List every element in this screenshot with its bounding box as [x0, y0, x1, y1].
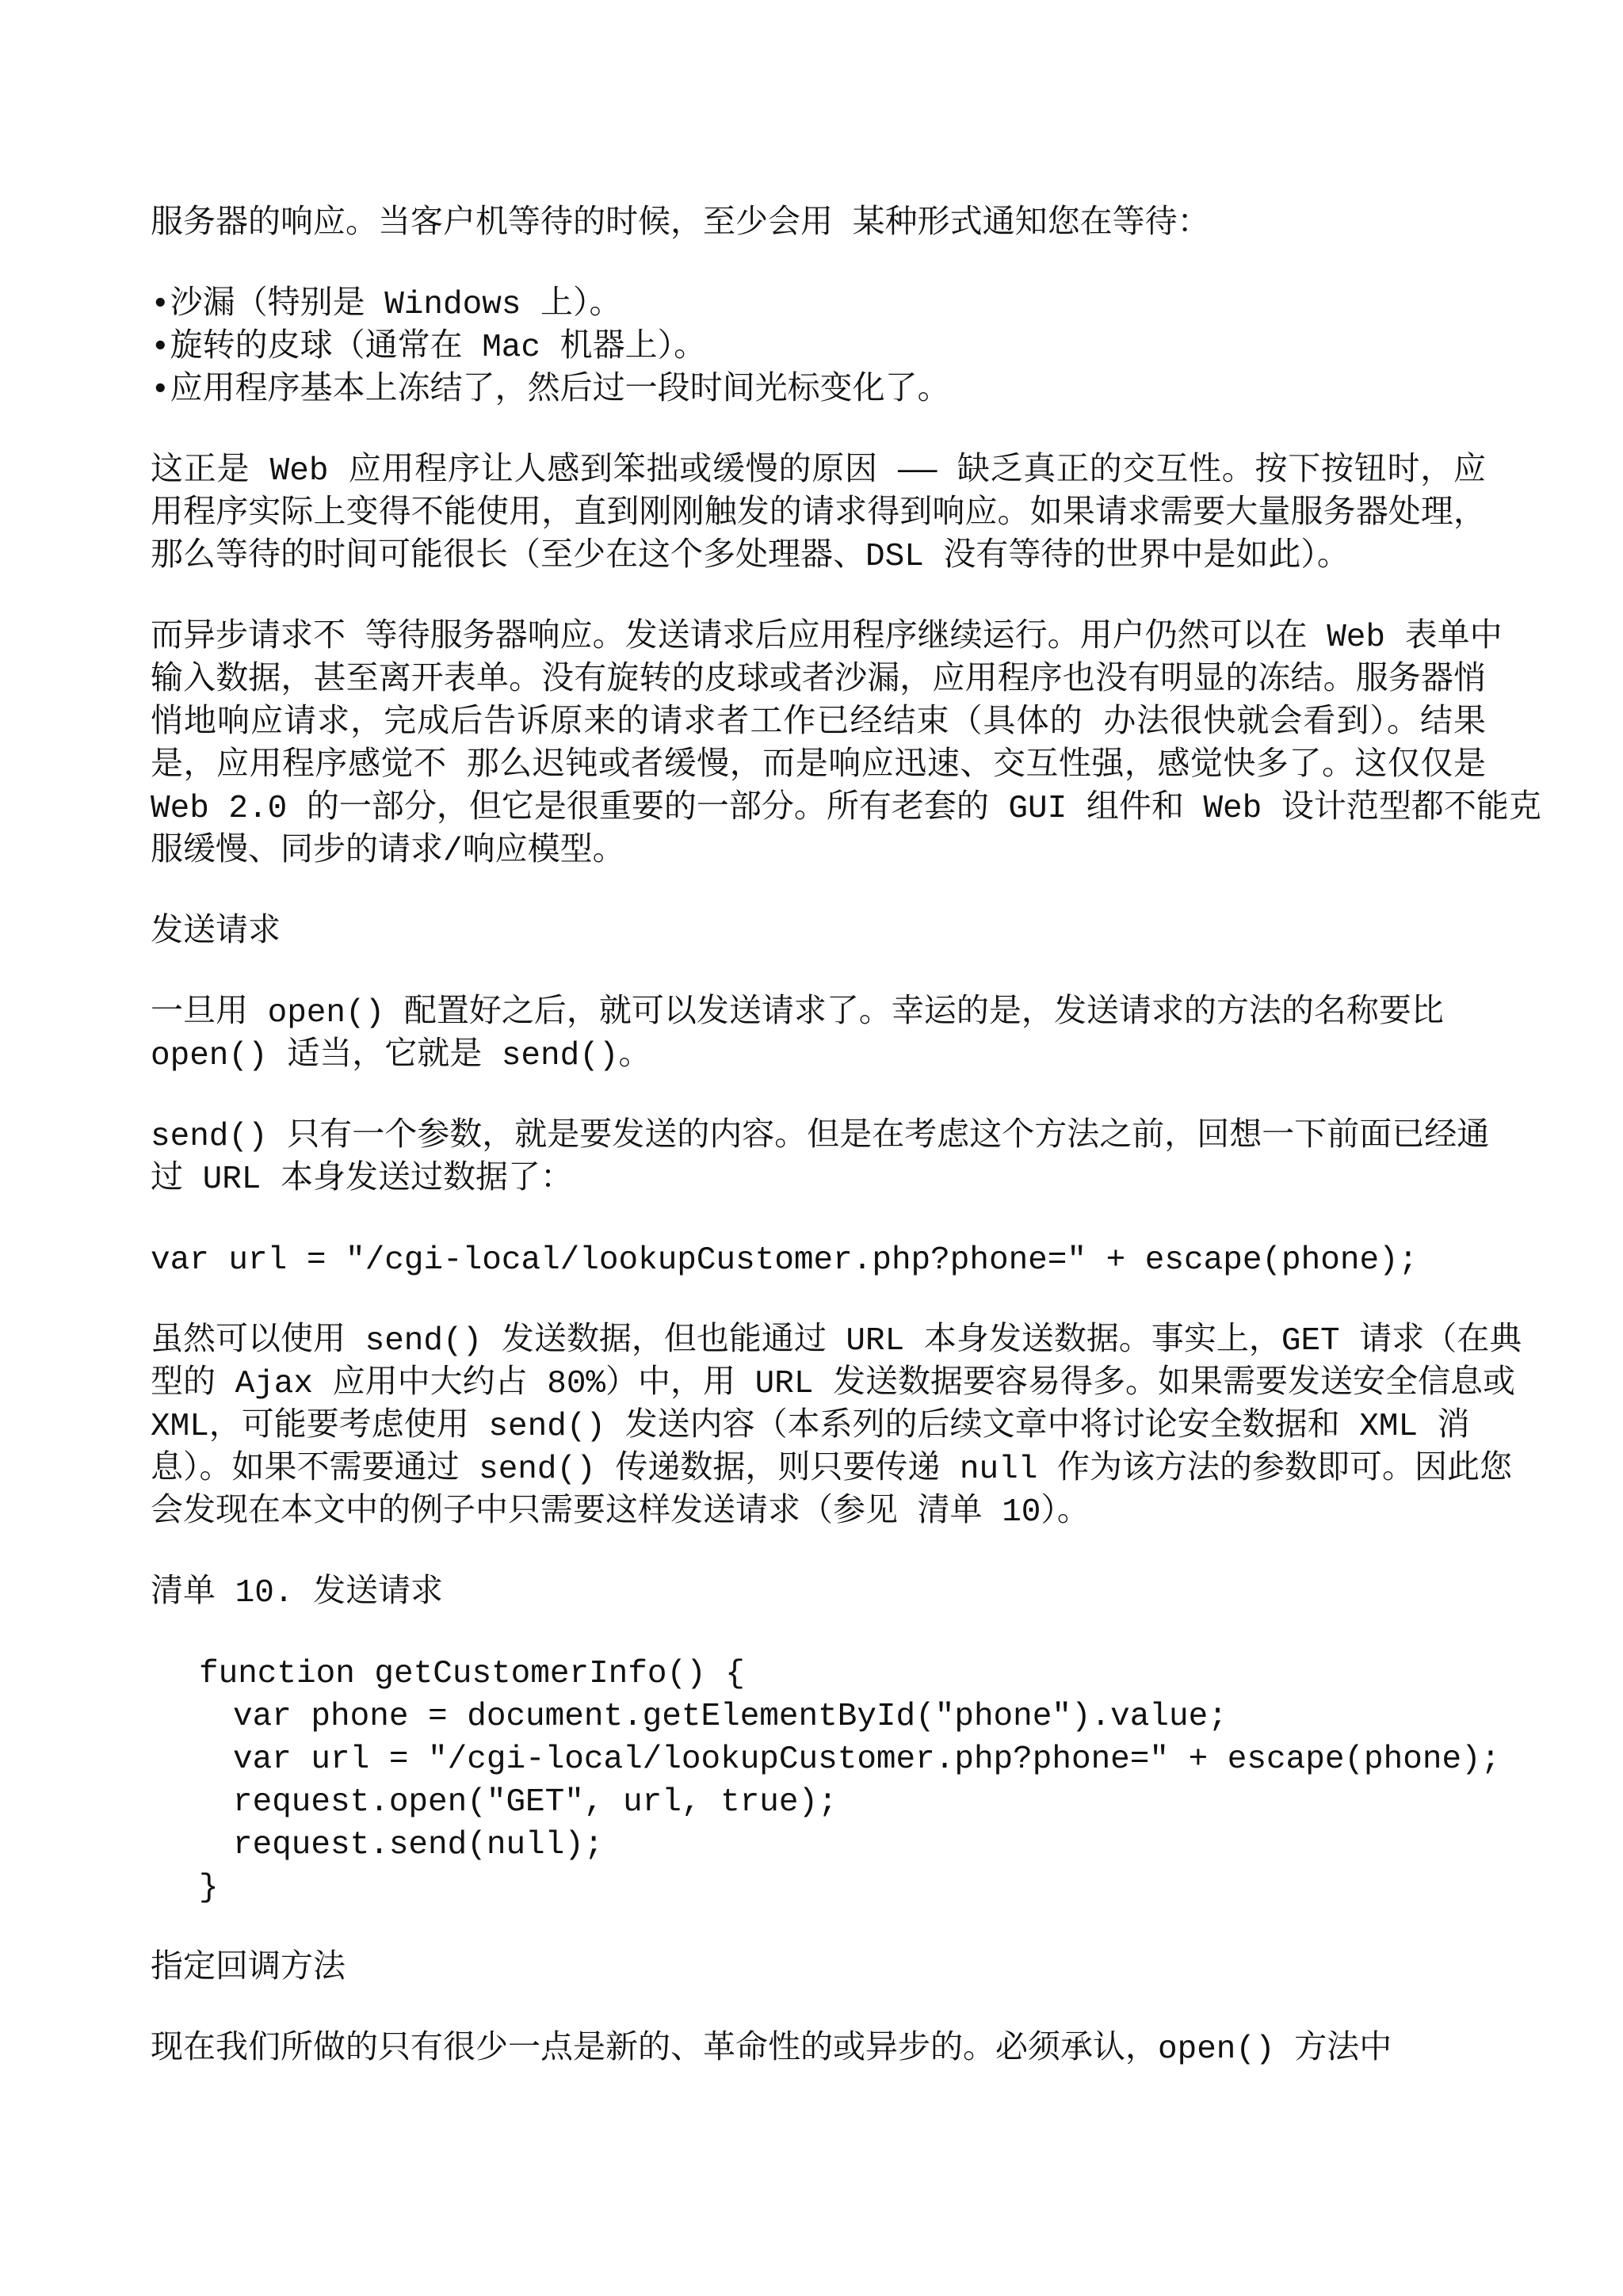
text-line: 这正是 Web 应用程序让人感到笨拙或缓慢的原因 —— 缺乏真正的交互性。按下按钮时，应	[151, 453, 1486, 490]
heading-text: 指定回调方法	[151, 1951, 346, 1987]
text-line: Web 2.0 的一部分，但它是很重要的一部分。所有老套的 GUI 组件和 Web 设计范型都不能克	[151, 791, 1541, 827]
section-heading-callback	[151, 1947, 1486, 1990]
code-line: var url = "/cgi-local/lookupCustomer.php?phone=" + escape(phone);	[151, 1242, 1419, 1279]
text-line: 用程序实际上变得不能使用，直到刚刚触发的请求得到响应。如果请求需要大量服务器处理，	[151, 496, 1486, 532]
code-line: var phone = document.getElementById("phone").value;	[233, 1699, 1228, 1735]
text-line: 悄地响应请求，完成后告诉原来的请求者工作已经结束（具体的 办法很快就会看到）。结果	[151, 705, 1486, 742]
text-line: 服缓慢、同步的请求/响应模型。	[151, 833, 625, 870]
intro-paragraph	[151, 203, 1486, 246]
text-line: 会发现在本文中的例子中只需要这样发送请求（参见 清单 10）。	[151, 1494, 1090, 1531]
text-line: 息）。如果不需要通过 send() 传递数据，则只要传递 null 作为该方法的参数即可。因此您	[151, 1451, 1512, 1488]
code-line: request.send(null);	[233, 1827, 604, 1863]
paragraph-callback	[151, 2028, 1486, 2071]
listing-caption	[151, 1572, 1486, 1615]
code-listing	[151, 1653, 1501, 1909]
heading-text: 发送请求	[151, 914, 281, 951]
text-line: 而异步请求不 等待服务器响应。发送请求后应用程序继续运行。用户仍然可以在 Web 表单中	[151, 620, 1503, 656]
paragraph-get-vs-send	[151, 1320, 1522, 1534]
bullet-item: •应用程序基本上冻结了，然后过一段时间光标变化了。	[151, 372, 950, 409]
paragraph-send-intro	[151, 992, 1486, 1077]
text-line: 那么等待的时间可能很长（至少在这个多处理器、DSL 没有等待的世界中是如此）。	[151, 539, 1350, 575]
text-line: 过 URL 本身发送过数据了：	[151, 1161, 574, 1198]
section-heading-send-request	[151, 911, 1486, 954]
bullet-item: •沙漏（特别是 Windows 上）。	[151, 287, 622, 323]
text-line: open() 适当，它就是 send()。	[151, 1038, 651, 1074]
paragraph-async-requests	[151, 616, 1541, 873]
code-line: request.open("GET", url, true);	[233, 1784, 838, 1821]
paragraph-interactivity	[151, 450, 1486, 578]
code-line: var url = "/cgi-local/lookupCustomer.php?phone=" + escape(phone);	[233, 1741, 1501, 1778]
text-line: 型的 Ajax 应用中大约占 80%）中，用 URL 发送数据要容易得多。如果需要发送安全信息或	[151, 1366, 1516, 1402]
text-line: 输入数据，甚至离开表单。没有旋转的皮球或者沙漏，应用程序也没有明显的冻结。服务器悄	[151, 662, 1486, 699]
text-line: 一旦用 open() 配置好之后，就可以发送请求了。幸运的是，发送请求的方法的名称要比	[151, 995, 1444, 1032]
text-line: 现在我们所做的只有很少一点是新的、革命性的或异步的。必须承认，open() 方法中	[151, 2031, 1392, 2068]
text-line: 服务器的响应。当客户机等待的时候，至少会用 某种形式通知您在等待：	[151, 206, 1210, 242]
code-line: }	[199, 1870, 219, 1906]
document-body	[151, 203, 1541, 2071]
code-url-example	[151, 1239, 1486, 1282]
bullet-list	[151, 284, 1486, 412]
text-line: 虽然可以使用 send() 发送数据，但也能通过 URL 本身发送数据。事实上，GET 请求（在典	[151, 1323, 1522, 1360]
code-line: function getCustomerInfo() {	[199, 1656, 745, 1692]
text-line: 是，应用程序感觉不 那么迟钝或者缓慢，而是响应迅速、交互性强，感觉快多了。这仅仅是	[151, 748, 1486, 784]
text-line: XML，可能要考虑使用 send() 发送内容（本系列的后续文章中将讨论安全数据和 XML 消	[151, 1409, 1470, 1445]
text-line: send() 只有一个参数，就是要发送的内容。但是在考虑这个方法之前，回想一下前面已经通	[151, 1119, 1490, 1155]
paragraph-send-parameter	[151, 1116, 1490, 1201]
bullet-item: •旋转的皮球（通常在 Mac 机器上）。	[151, 330, 707, 366]
caption-text: 清单 10. 发送请求	[151, 1575, 444, 1611]
